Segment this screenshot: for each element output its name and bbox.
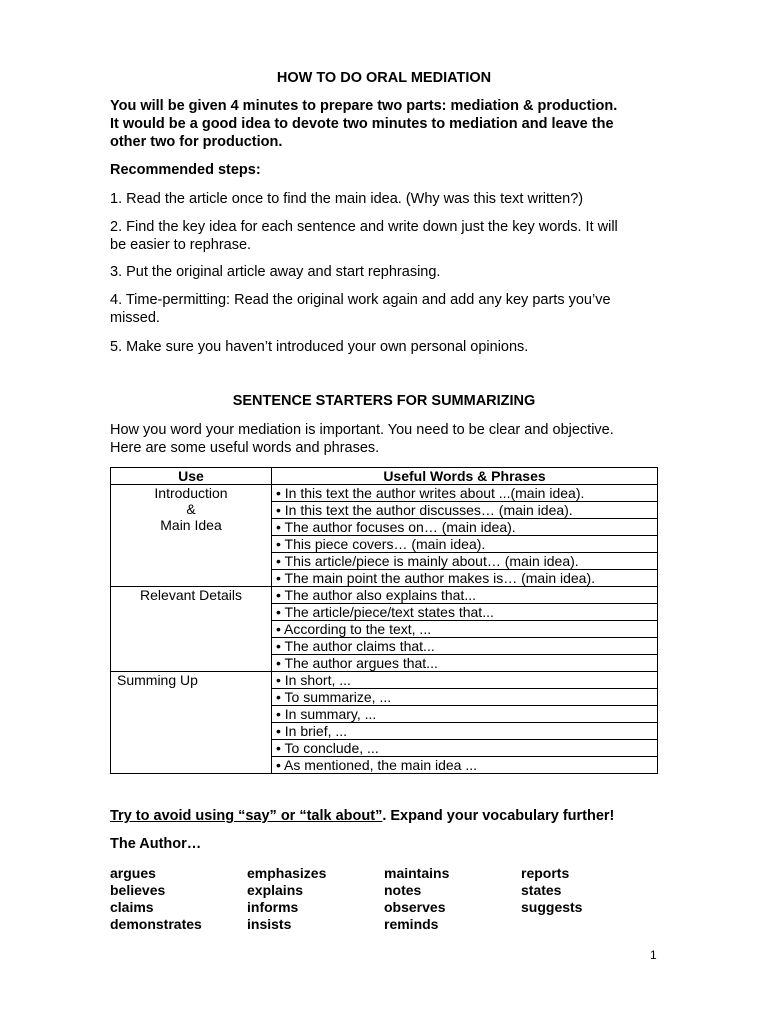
verb-item: observes xyxy=(384,899,446,915)
verb-item: claims xyxy=(110,899,154,915)
steps-list xyxy=(110,190,680,208)
verb-item: believes xyxy=(110,882,166,898)
use-label-line: Main Idea xyxy=(160,517,222,533)
phrase-cell: • As mentioned, the main idea ... xyxy=(272,757,658,774)
step-item: 5. Make sure you haven’t introduced your own personal opinions. xyxy=(110,339,529,355)
section-intro-line: How you word your mediation is important. You need to be clear and objective. xyxy=(110,422,614,438)
use-cell-summing-up xyxy=(111,672,272,774)
verb-item xyxy=(521,916,658,933)
table-header-phrases: Useful Words & Phrases xyxy=(272,468,658,485)
phrases-table xyxy=(110,467,658,774)
verb-item: maintains xyxy=(384,865,450,881)
section-intro-line: Here are some useful words and phrases. xyxy=(110,440,380,456)
steps-list xyxy=(110,263,680,281)
avoid-tip-underlined: Try to avoid using “say” or “talk about” xyxy=(110,808,383,824)
verb-item: states xyxy=(521,882,562,898)
step-item: be easier to rephrase. xyxy=(110,237,252,253)
verb-item: notes xyxy=(384,882,422,898)
verb-item: reports xyxy=(521,865,570,881)
step-item: 2. Find the key idea for each sentence and write down just the key words. It will xyxy=(110,219,618,235)
phrase-cell: • To conclude, ... xyxy=(272,740,658,757)
intro-line: It would be a good idea to devote two minutes to mediation and leave the xyxy=(110,116,614,132)
step-item: missed. xyxy=(110,310,160,326)
verb-item: explains xyxy=(247,882,304,898)
phrase-cell: • The main point the author makes is… (main idea). xyxy=(272,570,658,587)
verb-item: insists xyxy=(247,916,292,932)
phrase-cell: • The author argues that... xyxy=(272,655,658,672)
verbs-grid xyxy=(110,865,670,933)
section-intro xyxy=(110,421,680,457)
use-label-line: Summing Up xyxy=(117,672,198,688)
phrase-cell: • The author focuses on… (main idea). xyxy=(272,519,658,536)
step-item: 1. Read the article once to find the main idea. (Why was this text written?) xyxy=(110,191,584,207)
use-label-line: & xyxy=(186,501,196,517)
phrase-cell: • The author claims that... xyxy=(272,638,658,655)
use-label-line: Introduction xyxy=(154,485,228,501)
phrase-cell: • This article/piece is mainly about… (main idea). xyxy=(272,553,658,570)
table-row xyxy=(111,672,658,689)
avoid-tip-rest: . Expand your vocabulary further! xyxy=(382,808,615,824)
verb-item: demonstrates xyxy=(110,916,202,932)
phrase-cell: • The author also explains that... xyxy=(272,587,658,604)
use-label-line: Relevant Details xyxy=(140,587,242,603)
use-cell-introduction xyxy=(111,485,272,587)
steps-list xyxy=(110,338,680,356)
verb-item: suggests xyxy=(521,899,583,915)
steps-list xyxy=(110,218,680,254)
phrase-cell: • In summary, ... xyxy=(272,706,658,723)
avoid-tip xyxy=(110,808,614,824)
table-row xyxy=(111,587,658,604)
verb-item: reminds xyxy=(384,916,439,932)
table-header-row xyxy=(111,468,658,485)
verb-item: informs xyxy=(247,899,299,915)
table-header-use: Use xyxy=(111,468,272,485)
phrase-cell: • In short, ... xyxy=(272,672,658,689)
phrase-cell: • To summarize, ... xyxy=(272,689,658,706)
phrase-cell: • This piece covers… (main idea). xyxy=(272,536,658,553)
section-title: SENTENCE STARTERS FOR SUMMARIZING xyxy=(232,393,536,409)
step-item: 4. Time-permitting: Read the original work again and add any key parts you’ve xyxy=(110,292,611,308)
document-title: HOW TO DO ORAL MEDIATION xyxy=(276,70,492,86)
phrase-cell: • The article/piece/text states that... xyxy=(272,604,658,621)
phrase-cell: • In this text the author discusses… (main idea). xyxy=(272,502,658,519)
phrase-cell: • In this text the author writes about ...(main idea). xyxy=(272,485,658,502)
verb-item: argues xyxy=(110,865,156,881)
steps-list xyxy=(110,291,680,327)
use-cell-relevant-details xyxy=(111,587,272,672)
phrase-cell: • According to the text, ... xyxy=(272,621,658,638)
intro-line: other two for production. xyxy=(110,134,283,150)
intro-line: You will be given 4 minutes to prepare two parts: mediation & production. xyxy=(110,98,618,114)
verb-item: emphasizes xyxy=(247,865,327,881)
author-heading: The Author… xyxy=(110,836,202,852)
table-row xyxy=(111,485,658,502)
phrase-cell: • In brief, ... xyxy=(272,723,658,740)
step-item: 3. Put the original article away and start rephrasing. xyxy=(110,264,441,280)
steps-heading: Recommended steps: xyxy=(110,162,261,178)
intro-paragraph xyxy=(110,97,670,151)
page-number: 1 xyxy=(650,948,657,962)
